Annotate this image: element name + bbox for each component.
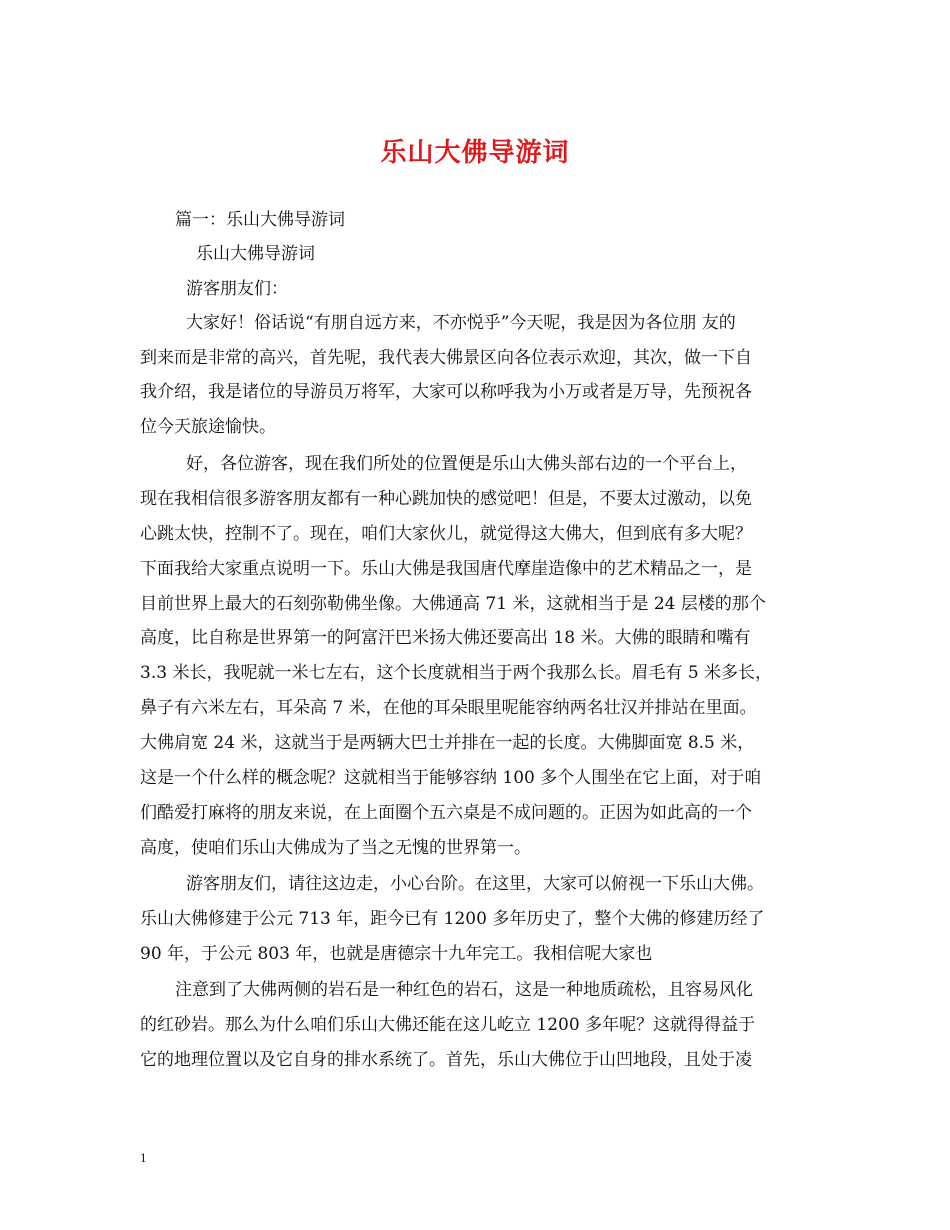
- document-title: 乐山大佛导游词: [380, 138, 570, 168]
- text-line: 的红砂岩。那么为什么咱们乐山大佛还能在这儿屹立 1200 多年呢？这就得得益于: [140, 1015, 756, 1035]
- text-line: 到来而是非常的高兴，首先呢，我代表大佛景区向各位表示欢迎，其次，做一下自: [140, 348, 752, 368]
- text-line: 鼻子有六米左右，耳朵高 7 米，在他的耳朵眼里呢能容纳两名壮汉并排站在里面。: [140, 698, 757, 718]
- text-line: 们酷爱打麻将的朋友来说，在上面圈个五六桌是不成问题的。正因为如此高的一个: [140, 803, 752, 823]
- page-number: 1: [140, 1150, 147, 1165]
- text-line: 大佛肩宽 24 米，这就当于是两辆大巴士并排在一起的长度。大佛脚面宽 8.5 米，: [140, 733, 755, 753]
- text-line: 篇一：乐山大佛导游词: [175, 210, 345, 230]
- text-line: 我介绍，我是诸位的导游员万将军，大家可以称呼我为小万或者是万导，先预祝各: [140, 382, 752, 402]
- text-line: 游客朋友们：: [186, 279, 288, 299]
- text-line: 游客朋友们，请往这边走，小心台阶。在这里，大家可以俯视一下乐山大佛。: [186, 874, 764, 894]
- text-line: 90 年，于公元 803 年，也就是唐德宗十九年完工。我相信呢大家也: [140, 944, 653, 964]
- text-line: 注意到了大佛两侧的岩石是一种红色的岩石，这是一种地质疏松，且容易风化: [175, 980, 753, 1000]
- text-line: 乐山大佛修建于公元 713 年，距今已有 1200 多年历史了，整个大佛的修建历经了: [140, 909, 765, 929]
- text-line: 乐山大佛导游词: [196, 244, 315, 264]
- text-line: 现在我相信很多游客朋友都有一种心跳加快的感觉吧！但是，不要太过激动，以免: [140, 489, 752, 509]
- text-line: 位今天旅途愉快。: [140, 417, 276, 437]
- text-line: 下面我给大家重点说明一下。乐山大佛是我国唐代摩崖造像中的艺术精品之一，是: [140, 559, 752, 579]
- text-line: 这是一个什么样的概念呢？这就相当于能够容纳 100 多个人围坐在它上面，对于咱: [140, 768, 762, 788]
- text-line: 目前世界上最大的石刻弥勒佛坐像。大佛通高 71 米，这就相当于是 24 层楼的那个: [140, 594, 766, 614]
- text-line: 高度，比自称是世界第一的阿富汗巴米扬大佛还要高出 18 米。大佛的眼睛和嘴有: [140, 628, 751, 648]
- text-line: 3.3 米长，我呢就一米七左右，这个长度就相当于两个我那么长。眉毛有 5 米多长，: [140, 663, 773, 683]
- text-line: 好，各位游客，现在我们所处的位置便是乐山大佛头部右边的一个平台上，: [186, 454, 747, 474]
- text-line: 高度，使咱们乐山大佛成为了当之无愧的世界第一。: [140, 838, 531, 858]
- text-line: 它的地理位置以及它自身的排水系统了。首先，乐山大佛位于山凹地段，且处于凌: [140, 1050, 752, 1070]
- text-line: 大家好！俗话说“有朋自远方来，不亦悦乎”今天呢，我是因为各位朋 友的: [186, 313, 736, 333]
- text-line: 心跳太快，控制不了。现在，咱们大家伙儿，就觉得这大佛大，但到底有多大呢？: [140, 524, 752, 544]
